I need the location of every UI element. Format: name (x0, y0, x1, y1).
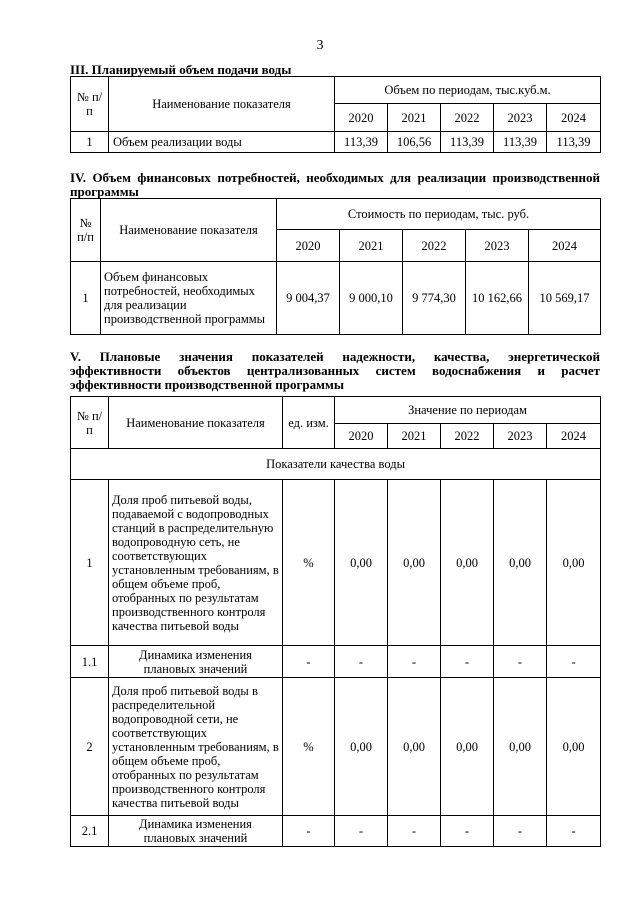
table-row (71, 132, 601, 153)
header-num: № п/п (71, 199, 101, 262)
year-2024: 2024 (547, 424, 601, 449)
row-value: 0,00 (494, 678, 547, 816)
header-group: Стоимость по периодам, тыс. руб. (277, 199, 601, 230)
subheader-water-quality: Показатели качества воды (71, 449, 601, 480)
year-2023: 2023 (466, 230, 529, 262)
row-num: 1.1 (71, 646, 109, 678)
row-value: - (547, 646, 601, 678)
header-name: Наименование показателя (109, 77, 335, 132)
year-2022: 2022 (441, 104, 494, 132)
year-2021: 2021 (340, 230, 403, 262)
row-unit: % (283, 480, 335, 646)
year-2020: 2020 (277, 230, 340, 262)
section-4-title: IV. Объем финансовых потребностей, необходимых для реализации производственной программы (70, 170, 600, 199)
section-3-title: III. Планируемый объем подачи воды (70, 62, 292, 77)
year-2024: 2024 (529, 230, 601, 262)
row-num: 2 (71, 678, 109, 816)
table-row (71, 480, 601, 646)
header-name: Наименование показателя (109, 397, 283, 449)
row-name: Доля проб питьевой воды в распределительной водопроводной сети, не соответствующих установленным требованиям, в общем объеме проб, отобранных по результатам производственного контроля качества питьевой воды (109, 678, 283, 816)
row-unit: - (283, 816, 335, 847)
header-num: № п/п (71, 77, 109, 132)
row-value: - (547, 816, 601, 847)
row-value: - (388, 816, 441, 847)
header-num: № п/п (71, 397, 109, 449)
header-unit: ед. изм. (283, 397, 335, 449)
header-group: Значение по периодам (335, 397, 601, 424)
row-value: - (388, 646, 441, 678)
row-value: 0,00 (335, 480, 388, 646)
year-2022: 2022 (403, 230, 466, 262)
table-row (71, 646, 601, 678)
row-value: 113,39 (441, 132, 494, 153)
year-2020: 2020 (335, 104, 388, 132)
row-unit: - (283, 646, 335, 678)
row-value: 0,00 (547, 480, 601, 646)
row-value: - (441, 816, 494, 847)
table-row (71, 678, 601, 816)
row-value: 113,39 (547, 132, 601, 153)
row-value: 10 569,17 (529, 262, 601, 335)
row-value: 9 000,10 (340, 262, 403, 335)
row-value: 113,39 (335, 132, 388, 153)
row-value: 113,39 (494, 132, 547, 153)
row-value: 9 774,30 (403, 262, 466, 335)
row-num: 1 (71, 480, 109, 646)
row-num: 1 (71, 262, 101, 335)
header-name: Наименование показателя (101, 199, 277, 262)
section-5-title: V. Плановые значения показателей надежности, качества, энергетической эффективности объектов централизованных систем водоснабжения и расчет эффективности производственной программы (70, 349, 600, 392)
row-name: Доля проб питьевой воды, подаваемой с водопроводных станций в распределительную водопроводную сеть, не соответствующих установленным требованиям, в общем объеме проб, отобранных по результатам производственного контроля качества питьевой воды (109, 480, 283, 646)
row-value: - (441, 646, 494, 678)
row-value: 0,00 (335, 678, 388, 816)
row-value: - (494, 646, 547, 678)
row-value: - (494, 816, 547, 847)
year-2023: 2023 (494, 424, 547, 449)
year-2023: 2023 (494, 104, 547, 132)
table-water-supply (70, 76, 601, 153)
row-value: 0,00 (547, 678, 601, 816)
row-value: 0,00 (441, 678, 494, 816)
row-value: 0,00 (494, 480, 547, 646)
row-num: 1 (71, 132, 109, 153)
year-2021: 2021 (388, 104, 441, 132)
row-num: 2.1 (71, 816, 109, 847)
header-group: Объем по периодам, тыс.куб.м. (335, 77, 601, 104)
table-row (71, 816, 601, 847)
year-2022: 2022 (441, 424, 494, 449)
row-value: 9 004,37 (277, 262, 340, 335)
table-quality-indicators (70, 396, 601, 847)
row-name: Динамика изменения плановых значений (109, 646, 283, 678)
row-value: 0,00 (388, 480, 441, 646)
row-value: 10 162,66 (466, 262, 529, 335)
row-value: 0,00 (388, 678, 441, 816)
row-value: 106,56 (388, 132, 441, 153)
year-2020: 2020 (335, 424, 388, 449)
row-value: 0,00 (441, 480, 494, 646)
year-2021: 2021 (388, 424, 441, 449)
row-value: - (335, 816, 388, 847)
table-financial-needs (70, 198, 601, 335)
row-name: Объем финансовых потребностей, необходимых для реализации производственной программы (101, 262, 277, 335)
row-name: Динамика изменения плановых значений (109, 816, 283, 847)
year-2024: 2024 (547, 104, 601, 132)
row-name: Объем реализации воды (109, 132, 335, 153)
page-number: 3 (316, 38, 324, 53)
row-value: - (335, 646, 388, 678)
row-unit: % (283, 678, 335, 816)
table-row (71, 262, 601, 335)
